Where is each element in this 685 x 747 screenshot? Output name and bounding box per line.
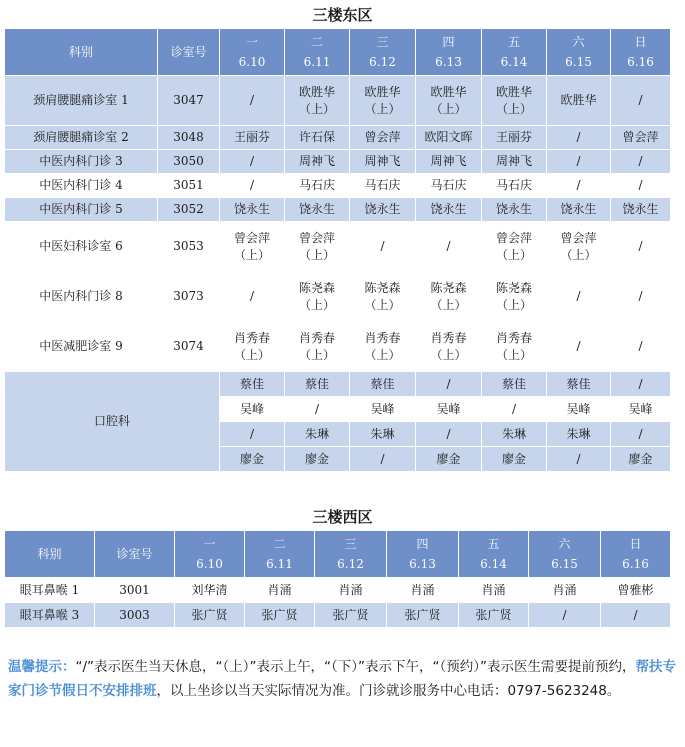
- cell-line: （上）: [430, 347, 467, 362]
- doctor-cell: /: [611, 174, 671, 198]
- room-number: 3047: [158, 76, 220, 126]
- schedule-row: [5, 198, 671, 222]
- cell-line: 陈尧森: [495, 281, 532, 296]
- cell-line: （上）: [298, 347, 335, 362]
- notice-highlight: 帮扶专家门诊节假日不安排排班: [8, 659, 676, 699]
- schedule-row: [5, 76, 671, 126]
- day-header: [285, 29, 350, 76]
- east-schedule-table: [4, 28, 671, 472]
- schedule-row: [5, 578, 671, 603]
- doctor-cell: 曾会萍: [350, 126, 416, 150]
- room-number: 3050: [158, 150, 220, 174]
- day-header: [547, 29, 611, 76]
- weekday-label: 三: [376, 35, 389, 50]
- schedule-row: [5, 174, 671, 198]
- doctor-cell: 周神飞: [482, 150, 547, 174]
- cell-line: 陈尧森: [430, 281, 467, 296]
- cell-line: （上）: [233, 347, 270, 362]
- doctor-cell: [482, 222, 547, 272]
- doctor-cell: [285, 272, 350, 322]
- doctor-cell: /: [416, 222, 482, 272]
- doctor-cell: 饶永生: [416, 198, 482, 222]
- doctor-cell: 廖金: [285, 447, 350, 472]
- cell-line: （上）: [430, 297, 467, 312]
- doctor-cell: 王丽芬: [482, 126, 547, 150]
- doctor-cell: /: [285, 397, 350, 422]
- cell-line: 欧胜华: [430, 85, 467, 100]
- doctor-cell: [416, 322, 482, 372]
- cell-line: （上）: [495, 347, 532, 362]
- doctor-cell: 廖金: [611, 447, 671, 472]
- dept-header: 科别: [5, 29, 158, 76]
- doctor-cell: 朱琳: [285, 422, 350, 447]
- date-label: 6.10: [238, 54, 266, 69]
- cell-line: 欧胜华: [298, 85, 335, 100]
- schedule-row: [5, 150, 671, 174]
- doctor-cell: 吴峰: [416, 397, 482, 422]
- doctor-cell: 欧阳文晖: [416, 126, 482, 150]
- doctor-cell: 蔡佳: [285, 372, 350, 397]
- dept-name: 中医减肥诊室 9: [5, 322, 158, 372]
- doctor-cell: 曾雅彬: [601, 578, 671, 603]
- day-header: [459, 531, 529, 578]
- doctor-cell: 马石庆: [482, 174, 547, 198]
- room-number: 3073: [158, 272, 220, 322]
- header-row: [5, 531, 671, 578]
- weekday-label: 一: [203, 537, 216, 552]
- weekday-label: 三: [344, 537, 357, 552]
- dept-name: 中医内科门诊 3: [5, 150, 158, 174]
- doctor-cell: 蔡佳: [482, 372, 547, 397]
- doctor-cell: [350, 76, 416, 126]
- doctor-cell: /: [220, 150, 285, 174]
- doctor-cell: 张广贤: [175, 603, 245, 628]
- day-header: [416, 29, 482, 76]
- doctor-cell: 廖金: [482, 447, 547, 472]
- schedule-row: [5, 272, 671, 322]
- doctor-cell: 许石保: [285, 126, 350, 150]
- doctor-cell: /: [547, 174, 611, 198]
- cell-line: 陈尧森: [364, 281, 401, 296]
- doctor-cell: 张广贤: [387, 603, 459, 628]
- doctor-cell: 王丽芬: [220, 126, 285, 150]
- day-header: [315, 531, 387, 578]
- schedule-row: [5, 126, 671, 150]
- doctor-cell: /: [547, 322, 611, 372]
- dept-name: 颈肩腰腿痛诊室 1: [5, 76, 158, 126]
- room-number: 3001: [95, 578, 175, 603]
- doctor-cell: [350, 322, 416, 372]
- cell-line: （上）: [430, 101, 467, 116]
- doctor-cell: 吴峰: [547, 397, 611, 422]
- doctor-cell: [416, 272, 482, 322]
- cell-line: （上）: [298, 101, 335, 116]
- doctor-cell: /: [547, 150, 611, 174]
- doctor-cell: 周神飞: [416, 150, 482, 174]
- doctor-cell: /: [611, 272, 671, 322]
- day-header: [220, 29, 285, 76]
- doctor-cell: 朱琳: [350, 422, 416, 447]
- oral-row: [5, 372, 671, 397]
- weekday-label: 六: [572, 35, 585, 50]
- cell-line: （上）: [495, 247, 532, 262]
- doctor-cell: [482, 322, 547, 372]
- cell-line: 陈尧森: [298, 281, 335, 296]
- dept-header: 科别: [5, 531, 95, 578]
- doctor-cell: 饶永生: [220, 198, 285, 222]
- doctor-cell: 蔡佳: [547, 372, 611, 397]
- cell-line: 肖秀春: [430, 331, 467, 346]
- dept-name: 眼耳鼻喉 3: [5, 603, 95, 628]
- doctor-cell: 饶永生: [611, 198, 671, 222]
- doctor-cell: [220, 222, 285, 272]
- doctor-cell: /: [482, 397, 547, 422]
- west-zone-title: 三楼西区: [312, 508, 373, 526]
- doctor-cell: [482, 272, 547, 322]
- doctor-cell: 吴峰: [220, 397, 285, 422]
- doctor-cell: /: [220, 174, 285, 198]
- doctor-cell: 张广贤: [459, 603, 529, 628]
- dept-name: 眼耳鼻喉 1: [5, 578, 95, 603]
- doctor-cell: 朱琳: [482, 422, 547, 447]
- doctor-cell: /: [611, 372, 671, 397]
- doctor-cell: 肖涌: [245, 578, 315, 603]
- date-label: 6.11: [266, 556, 293, 571]
- doctor-cell: /: [220, 76, 285, 126]
- notice-tail: ，以上坐诊以当天实际情况为准。门诊就诊服务中心电话：0797-5623248。: [156, 683, 621, 699]
- weekday-label: 五: [507, 35, 520, 50]
- doctor-cell: 廖金: [416, 447, 482, 472]
- doctor-cell: 肖涌: [387, 578, 459, 603]
- doctor-cell: 饶永生: [547, 198, 611, 222]
- room-number: 3003: [95, 603, 175, 628]
- doctor-cell: /: [601, 603, 671, 628]
- cell-line: （上）: [298, 247, 335, 262]
- cell-line: （上）: [495, 101, 532, 116]
- doctor-cell: /: [611, 422, 671, 447]
- doctor-cell: [416, 76, 482, 126]
- dept-name: 中医妇科诊室 6: [5, 222, 158, 272]
- weekday-label: 四: [416, 537, 429, 552]
- doctor-cell: /: [350, 222, 416, 272]
- doctor-cell: 周神飞: [285, 150, 350, 174]
- cell-line: 肖秀春: [364, 331, 401, 346]
- doctor-cell: /: [416, 372, 482, 397]
- cell-line: 肖秀春: [495, 331, 532, 346]
- cell-line: （上）: [298, 297, 335, 312]
- doctor-cell: [285, 222, 350, 272]
- room-header: 诊室号: [95, 531, 175, 578]
- date-label: 6.15: [565, 54, 592, 69]
- dept-name: 中医内科门诊 8: [5, 272, 158, 322]
- room-number: 3052: [158, 198, 220, 222]
- cell-line: 肖秀春: [233, 331, 270, 346]
- doctor-cell: 肖涌: [459, 578, 529, 603]
- weekday-label: 日: [634, 35, 647, 50]
- doctor-cell: 张广贤: [245, 603, 315, 628]
- date-label: 6.12: [369, 54, 396, 69]
- cell-line: 欧胜华: [364, 85, 401, 100]
- dept-name: 中医内科门诊 4: [5, 174, 158, 198]
- date-label: 6.12: [337, 556, 364, 571]
- doctor-cell: /: [547, 447, 611, 472]
- doctor-cell: [220, 322, 285, 372]
- oral-dept-name: 口腔科: [5, 372, 220, 472]
- doctor-cell: 马石庆: [350, 174, 416, 198]
- schedule-row: [5, 222, 671, 272]
- cell-line: （上）: [495, 297, 532, 312]
- doctor-cell: [482, 76, 547, 126]
- doctor-cell: 马石庆: [285, 174, 350, 198]
- doctor-cell: 欧胜华: [547, 76, 611, 126]
- day-header: [482, 29, 547, 76]
- schedule-row: [5, 603, 671, 628]
- weekday-label: 六: [558, 537, 571, 552]
- day-header: [245, 531, 315, 578]
- doctor-cell: /: [547, 272, 611, 322]
- doctor-cell: [547, 222, 611, 272]
- doctor-cell: 饶永生: [285, 198, 350, 222]
- doctor-cell: /: [547, 126, 611, 150]
- weekday-label: 四: [442, 35, 455, 50]
- date-label: 6.13: [435, 54, 462, 69]
- dept-name: 颈肩腰腿痛诊室 2: [5, 126, 158, 150]
- room-number: 3074: [158, 322, 220, 372]
- doctor-cell: /: [416, 422, 482, 447]
- doctor-cell: 肖涌: [529, 578, 601, 603]
- doctor-cell: 肖涌: [315, 578, 387, 603]
- date-label: 6.16: [627, 54, 654, 69]
- doctor-cell: 蔡佳: [350, 372, 416, 397]
- date-label: 6.14: [500, 54, 528, 69]
- room-number: 3051: [158, 174, 220, 198]
- doctor-cell: /: [220, 272, 285, 322]
- header-row: [5, 29, 671, 76]
- cell-line: （上）: [364, 297, 401, 312]
- doctor-cell: 张广贤: [315, 603, 387, 628]
- cell-line: 肖秀春: [298, 331, 335, 346]
- notice-label: 温馨提示：: [8, 659, 76, 675]
- doctor-cell: 朱琳: [547, 422, 611, 447]
- day-header: [601, 531, 671, 578]
- doctor-cell: /: [611, 76, 671, 126]
- date-label: 6.11: [303, 54, 331, 69]
- doctor-cell: 曾会萍: [611, 126, 671, 150]
- cell-line: 曾会萍: [298, 231, 335, 246]
- date-label: 6.14: [480, 556, 507, 571]
- cell-line: 曾会萍: [233, 231, 270, 246]
- doctor-cell: /: [611, 222, 671, 272]
- cell-line: 曾会萍: [495, 231, 532, 246]
- weekday-label: 一: [245, 35, 258, 50]
- doctor-cell: /: [350, 447, 416, 472]
- doctor-cell: 吴峰: [350, 397, 416, 422]
- room-number: 3048: [158, 126, 220, 150]
- west-schedule-table: [4, 530, 671, 628]
- notice-text: [8, 655, 680, 703]
- doctor-cell: 蔡佳: [220, 372, 285, 397]
- doctor-cell: 饶永生: [350, 198, 416, 222]
- doctor-cell: /: [611, 150, 671, 174]
- room-number: 3053: [158, 222, 220, 272]
- day-header: [611, 29, 671, 76]
- doctor-cell: [285, 322, 350, 372]
- date-label: 6.15: [551, 556, 578, 571]
- cell-line: （上）: [233, 247, 270, 262]
- day-header: [529, 531, 601, 578]
- day-header: [387, 531, 459, 578]
- doctor-cell: 廖金: [220, 447, 285, 472]
- date-label: 6.10: [196, 556, 223, 571]
- doctor-cell: 吴峰: [611, 397, 671, 422]
- cell-line: （上）: [560, 247, 597, 262]
- doctor-cell: 饶永生: [482, 198, 547, 222]
- doctor-cell: /: [220, 422, 285, 447]
- doctor-cell: 刘华清: [175, 578, 245, 603]
- cell-line: 欧胜华: [495, 85, 532, 100]
- notice-body: “/”表示医生当天休息，“（上）”表示上午，“（下）”表示下午，“（预约）”表示医生需要提前预约，: [75, 659, 636, 675]
- doctor-cell: 周神飞: [350, 150, 416, 174]
- cell-line: （上）: [364, 347, 401, 362]
- cell-line: （上）: [364, 101, 401, 116]
- weekday-label: 日: [629, 537, 642, 552]
- doctor-cell: /: [611, 322, 671, 372]
- doctor-cell: /: [529, 603, 601, 628]
- weekday-label: 五: [487, 537, 500, 552]
- day-header: [350, 29, 416, 76]
- cell-line: 曾会萍: [560, 231, 597, 246]
- weekday-label: 二: [310, 35, 323, 50]
- date-label: 6.13: [409, 556, 436, 571]
- date-label: 6.16: [622, 556, 649, 571]
- weekday-label: 二: [273, 537, 286, 552]
- room-header: 诊室号: [158, 29, 220, 76]
- doctor-cell: [350, 272, 416, 322]
- day-header: [175, 531, 245, 578]
- schedule-row: [5, 322, 671, 372]
- dept-name: 中医内科门诊 5: [5, 198, 158, 222]
- doctor-cell: [285, 76, 350, 126]
- doctor-cell: 马石庆: [416, 174, 482, 198]
- east-zone-title: 三楼东区: [312, 6, 373, 24]
